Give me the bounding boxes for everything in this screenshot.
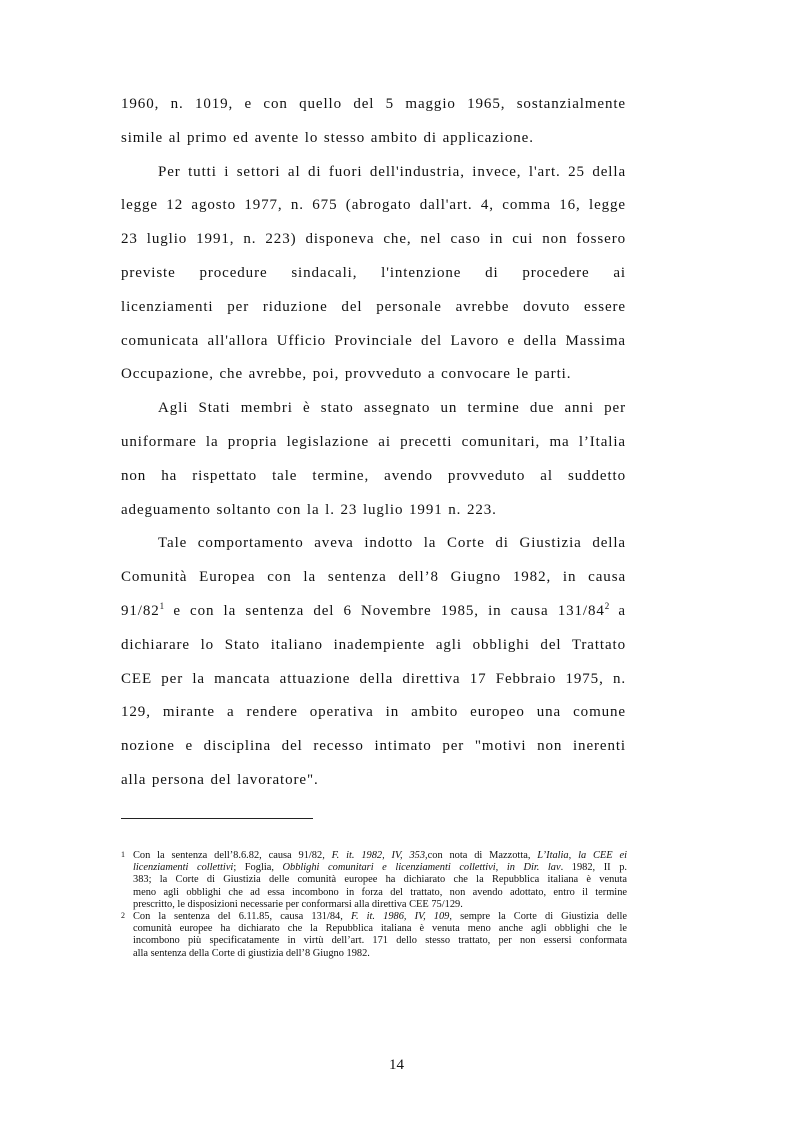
footnote-citation: Obblighi comunitari e licenziamenti collettivi, in Dir. lav xyxy=(282,862,561,874)
text-line: previste procedure sindacali, l'intenzione di procedere ai xyxy=(121,264,626,281)
text-fragment: e con la sentenza del 6 Novembre 1985, in causa 131/84 xyxy=(173,602,605,619)
text-line: Tale comportamento aveva indotto la Corte di Giustizia della xyxy=(158,535,626,552)
footnote-citation: F. it. 1982, IV, 353, xyxy=(331,850,428,861)
footnote-mark: 2 xyxy=(121,911,125,921)
footnote-line: incombono più specificatamente in virtù dell’art. 171 dello stesso trattato, per non essersi conformata xyxy=(133,935,627,947)
text-line: 129, mirante a rendere operativa in ambito europeo una comune xyxy=(121,704,626,721)
footnote-citation: L’Italia, la CEE ei xyxy=(537,850,627,861)
footnote-citation: licenziamenti collettivi xyxy=(133,862,234,874)
text-line: legge 12 agosto 1977, n. 675 (abrogato dall'art. 4, comma 16, legge xyxy=(121,197,626,214)
text-line: licenziamenti per riduzione del personale avrebbe dovuto essere xyxy=(121,298,626,315)
footnotes xyxy=(121,850,627,960)
text-line: 23 luglio 1991, n. 223) disponeva che, nel caso in cui non fossero xyxy=(121,231,626,248)
text-fragment: 91/82 xyxy=(121,602,160,619)
text-line: adeguamento soltanto con la l. 23 luglio 1991 n. 223. xyxy=(121,501,497,518)
footnote-line: 383; la Corte di Giustizia delle comunità europee ha dichiarato che la Repubblica italiana è venuta xyxy=(133,874,627,886)
text-line-with-refs xyxy=(121,595,626,629)
footnote-1 xyxy=(121,850,627,911)
page-number: 14 xyxy=(389,1057,404,1073)
body-text xyxy=(121,88,626,798)
text-fragment: a xyxy=(618,602,626,619)
footnote-text: Con la sentenza del 6.11.85, causa 131/84, xyxy=(133,911,351,923)
text-line: Occupazione, che avrebbe, poi, provveduto a convocare le parti. xyxy=(121,366,572,383)
text-line: comunicata all'allora Ufficio Provinciale del Lavoro e della Massima xyxy=(121,332,626,349)
footnote-separator xyxy=(121,818,313,819)
footnote-2 xyxy=(121,911,627,960)
text-line: uniformare la propria legislazione ai precetti comunitari, ma l’Italia xyxy=(121,433,626,450)
footnote-line: comunità europee ha dichiarato che la Repubblica italiana è venuta meno anche agli obblighi che le xyxy=(133,923,627,935)
text-line: alla persona del lavoratore". xyxy=(121,771,319,788)
footnote-text: sempre la Corte di Giustizia delle xyxy=(451,911,627,923)
footnote-text: Con la sentenza dell’8.6.82, causa 91/82, xyxy=(133,850,332,861)
footnote-line xyxy=(133,911,627,923)
footnote-line xyxy=(133,850,627,862)
text-line: Comunità Europea con la sentenza dell’8 Giugno 1982, in causa xyxy=(121,569,626,586)
text-line: dichiarare lo Stato italiano inadempiente agli obblighi del Trattato xyxy=(121,636,626,653)
footnote-text: . 1982, II p. xyxy=(560,862,627,874)
footnote-line: prescritto, le disposizioni necessarie per conformarsi alla direttiva CEE 75/129. xyxy=(133,898,463,910)
footnote-text: ; Foglia, xyxy=(233,862,283,874)
footnote-line: alla sentenza della Corte di giustizia dell’8 Giugno 1982. xyxy=(133,947,370,959)
footnote-citation: F. it. 1986, IV, 109, xyxy=(350,911,452,923)
text-line: simile al primo ed avente lo stesso ambito di applicazione. xyxy=(121,129,534,146)
text-line: Per tutti i settori al di fuori dell'industria, invece, l'art. 25 della xyxy=(158,163,626,180)
text-line: nozione e disciplina del recesso intimato per "motivi non inerenti xyxy=(121,738,626,755)
text-line: 1960, n. 1019, e con quello del 5 maggio 1965, sostanzialmente xyxy=(121,96,626,112)
footnote-ref-1[interactable]: 1 xyxy=(159,600,165,611)
footnote-line xyxy=(133,862,627,874)
footnote-text: con nota di Mazzotta, xyxy=(427,850,538,861)
text-line: Agli Stati membri è stato assegnato un termine due anni per xyxy=(158,400,626,417)
footnote-mark: 1 xyxy=(121,850,125,859)
text-line: CEE per la mancata attuazione della direttiva 17 Febbraio 1975, n. xyxy=(121,670,626,687)
text-line: non ha rispettato tale termine, avendo provveduto al suddetto xyxy=(121,467,626,484)
footnote-ref-2[interactable]: 2 xyxy=(604,600,610,611)
footnote-line: meno agli obblighi che ad essa incombono in forza del trattato, non avendo adottato, entro il termine xyxy=(133,886,627,898)
